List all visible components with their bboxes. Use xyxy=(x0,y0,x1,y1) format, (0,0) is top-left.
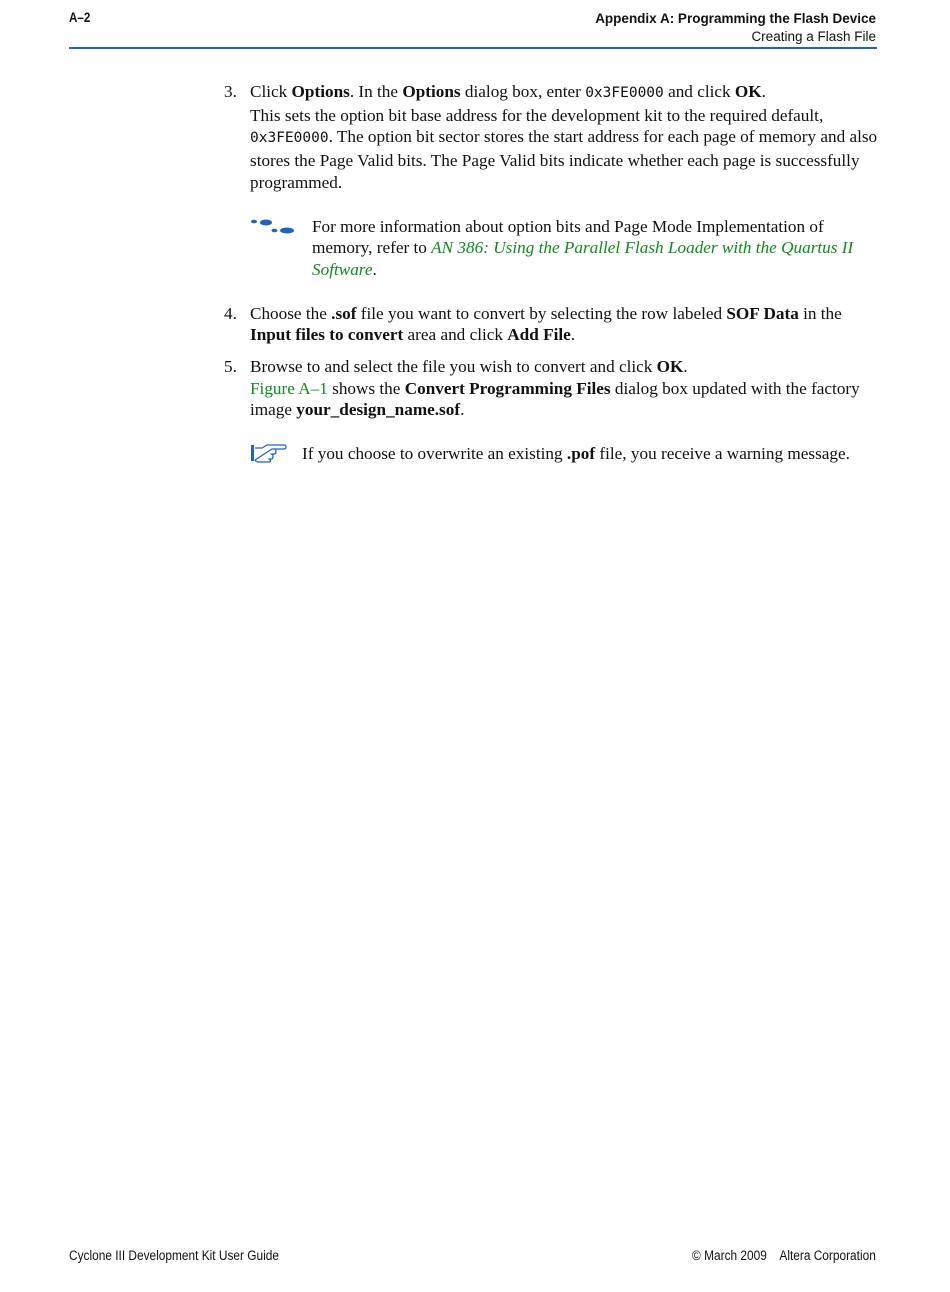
figure-link[interactable]: Figure A–1 xyxy=(250,378,328,398)
section-title: Creating a Flash File xyxy=(751,29,876,44)
tip-text: If you choose to overwrite an existing .pof file, you receive a warning message. xyxy=(302,444,850,464)
page-number: A–2 xyxy=(69,10,91,25)
running-header xyxy=(595,10,876,46)
note-text: For more information about option bits and Page Mode Implementation of memory, refer to AN 386: Using the Parallel Flash Loader with the Quartus II Software. xyxy=(312,216,854,279)
footer-copyright: © March 2009 Altera Corporation xyxy=(692,1248,876,1263)
code-value: 0x3FE0000 xyxy=(585,85,664,101)
step-text: Click Options. In the Options dialog box, enter 0x3FE0000 and click OK. xyxy=(250,82,766,101)
footer-guide-title: Cyclone III Development Kit User Guide xyxy=(69,1248,279,1263)
more-info-note xyxy=(250,216,880,281)
step-3 xyxy=(224,81,880,194)
step-text: Browse to and select the file you wish to convert and click OK. xyxy=(250,357,688,377)
page-content xyxy=(224,81,880,465)
warning-tip xyxy=(250,443,880,465)
pointing-hand-icon xyxy=(250,442,288,464)
step-explanation: Figure A–1 shows the Convert Programming Files dialog box updated with the factory image your_design_name.sof. xyxy=(250,378,860,420)
doc-link[interactable]: AN 386: Using the Parallel Flash Loader with the Quartus II Software xyxy=(312,238,854,279)
step-4 xyxy=(224,303,880,346)
step-number: 3. xyxy=(224,82,237,101)
footprints-icon xyxy=(250,218,298,238)
step-number: 5. xyxy=(224,357,237,377)
code-value: 0x3FE0000 xyxy=(250,130,329,147)
step-text: Choose the .sof file you want to convert by selecting the row labeled SOF Data in the Input files to convert area and click Add File. xyxy=(250,303,842,345)
header-rule xyxy=(69,47,877,49)
chapter-title: Appendix A: Programming the Flash Device xyxy=(595,11,876,26)
step-number: 4. xyxy=(224,303,237,323)
step-5 xyxy=(224,356,880,421)
step-explanation: This sets the option bit base address for the development kit to the required default, 0x3FE0000. The option bit sector stores the start address for each page of memory and also stores the Page Valid bits. The Page Valid bits indicate whether each page is successfully programmed. xyxy=(250,105,878,192)
